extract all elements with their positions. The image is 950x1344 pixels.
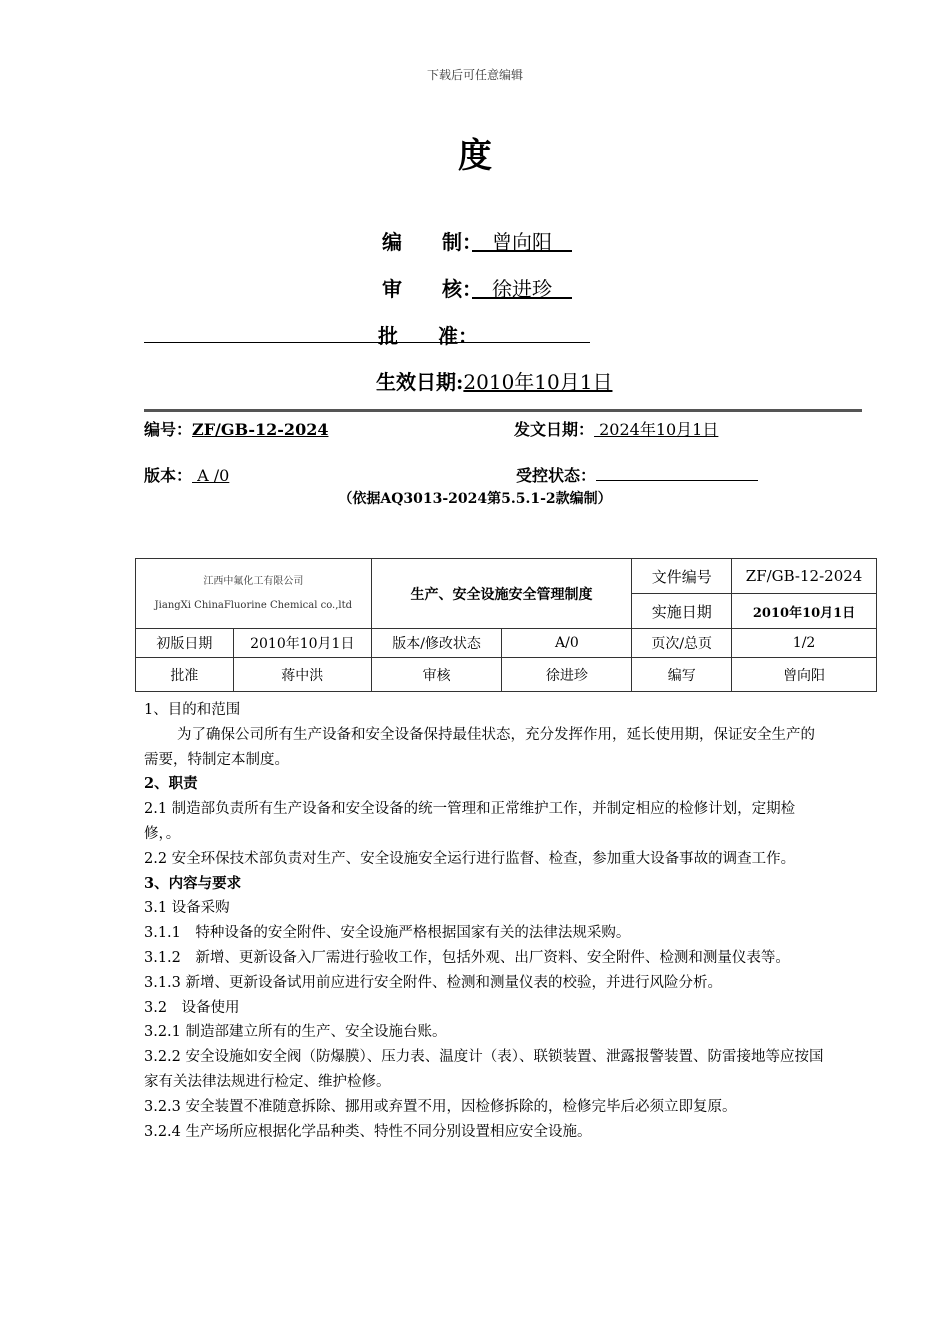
table-cell: 2010年10月1日	[233, 629, 371, 658]
effective-value: 2010年10月1日	[463, 370, 613, 394]
impl-date-label: 实施日期	[632, 594, 732, 629]
section-heading: 1、目的和范围	[144, 702, 241, 718]
paragraph: 2.2 安全环保技术部负责对生产、安全设施安全运行进行监督、检查，参加重大设备事故的调查工作。	[144, 850, 796, 867]
paragraph: 为了确保公司所有生产设备和安全设备保持最佳状态，充分发挥作用，延长使用期，保证安全生产的需要，特制定本制度。	[144, 726, 815, 768]
compile-label: 编 制：	[382, 230, 472, 254]
paragraph: 3.2.3 安全装置不准随意拆除、挪用或弃置不用，因检修拆除的，检修完毕后必须立即复原。	[144, 1098, 737, 1115]
doc-number	[144, 417, 328, 440]
table-cell: 编写	[632, 658, 732, 692]
info-table	[135, 558, 877, 692]
paragraph: 3.2.4 生产场所应根据化学品种类、特性不同分别设置相应安全设施。	[144, 1123, 592, 1140]
effective-date-line	[376, 366, 612, 395]
review-value: 徐进珍	[472, 277, 572, 301]
paragraph: 3.2.1 制造部建立所有的生产、安全设施台账。	[144, 1024, 447, 1041]
approve-line	[378, 320, 478, 349]
issue-date-label: 发文日期：	[514, 420, 595, 439]
table-cell: A/0	[502, 629, 632, 658]
effective-label: 生效日期:	[376, 370, 464, 394]
doc-title: 生产、安全设施安全管理制度	[371, 559, 632, 629]
approve-underline	[144, 342, 590, 343]
file-no-label: 文件编号	[632, 559, 732, 594]
section-heading: 2、职责	[144, 775, 198, 793]
review-line	[382, 273, 572, 302]
compile-line	[382, 226, 572, 255]
body-content	[144, 698, 824, 1144]
file-no-value: ZF/GB-12-2024	[732, 559, 877, 594]
table-cell: 徐进珍	[502, 658, 632, 692]
company-name-en: JiangXi ChinaFluorine Chemical co.,ltd	[154, 599, 353, 611]
page-title: 度	[458, 136, 492, 176]
table-cell: 审核	[371, 658, 502, 692]
subsection-heading: 3.2 设备使用	[144, 999, 240, 1016]
version-value: A /0	[192, 466, 230, 485]
company-cell	[136, 559, 372, 629]
paragraph: 3.2.2 安全设施如安全阀（防爆膜）、压力表、温度计（表）、联锁装置、泄露报警装置、防雷接地等应按国家有关法律法规进行检定、维护检修。	[144, 1049, 824, 1090]
control-status	[516, 463, 758, 486]
paragraph: 3.1.2 新增、更新设备入厂需进行验收工作，包括外观、出厂资料、安全附件、检测和测量仪表等。	[144, 949, 790, 966]
review-label: 审 核：	[382, 277, 472, 301]
paragraph: 3.1.1 特种设备的安全附件、安全设施严格根据国家有关的法律法规采购。	[144, 925, 631, 942]
table-cell: 页次/总页	[632, 629, 732, 658]
control-status-blank	[596, 466, 758, 481]
paragraph: 2.1 制造部负责所有生产设备和安全设备的统一管理和正常维护工作，并制定相应的检修计划，定期检修，。	[144, 801, 796, 842]
version-label: 版本：	[144, 466, 193, 485]
table-cell: 版本/修改状态	[371, 629, 502, 658]
control-status-label: 受控状态：	[516, 466, 597, 485]
table-cell: 1/2	[732, 629, 877, 658]
table-cell: 曾向阳	[732, 658, 877, 692]
version	[144, 463, 229, 486]
issue-date	[514, 417, 718, 440]
basis-note: （依据AQ3013-2024第5.5.1-2款编制）	[338, 491, 612, 507]
compile-value: 曾向阳	[472, 230, 572, 254]
issue-date-value: 2024年10月1日	[594, 420, 719, 439]
table-cell: 蒋中洪	[233, 658, 371, 692]
table-cell: 批准	[136, 658, 234, 692]
doc-number-label: 编号：	[144, 420, 193, 439]
subsection-heading: 3.1 设备采购	[144, 900, 230, 917]
impl-date-value: 2010年10月1日	[732, 594, 877, 629]
header-note: 下载后可任意编辑	[426, 68, 523, 82]
table-cell: 初版日期	[136, 629, 234, 658]
approve-label: 批 准：	[378, 324, 478, 348]
divider	[144, 409, 862, 412]
paragraph: 3.1.3 新增、更新设备试用前应进行安全附件、检测和测量仪表的校验，并进行风险分析。	[144, 974, 722, 991]
company-name-cn: 江西中氟化工有限公司	[203, 575, 304, 587]
doc-number-value: ZF/GB-12-2024	[192, 420, 329, 439]
section-heading: 3、内容与要求	[144, 874, 242, 892]
